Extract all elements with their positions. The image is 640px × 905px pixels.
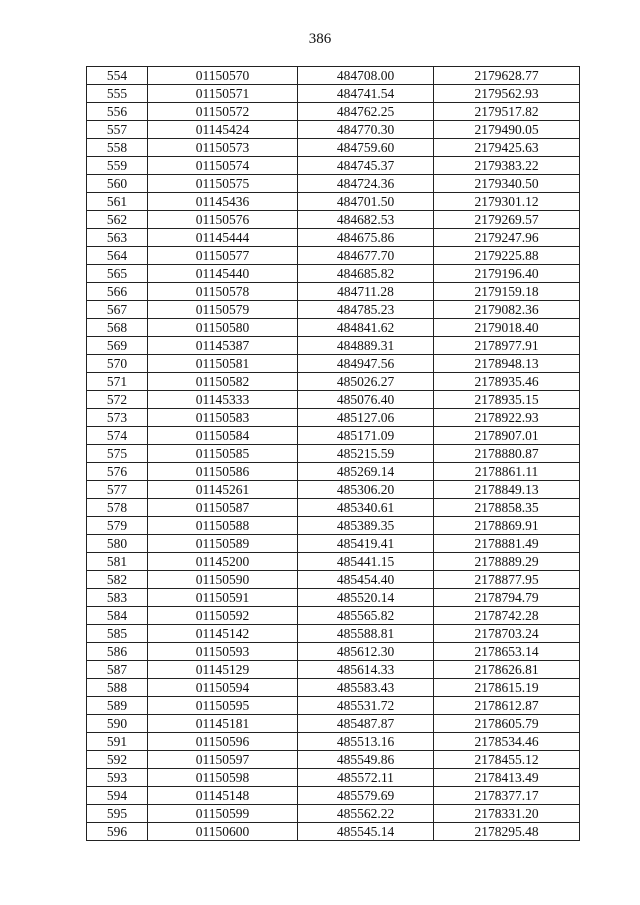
row-number-cell: 592	[87, 751, 148, 769]
point-id-cell: 01150593	[148, 643, 298, 661]
y-coordinate-cell: 2179340.50	[434, 175, 580, 193]
y-coordinate-cell: 2179383.22	[434, 157, 580, 175]
point-id-cell: 01150590	[148, 571, 298, 589]
x-coordinate-cell: 484708.00	[298, 67, 434, 85]
y-coordinate-cell: 2178880.87	[434, 445, 580, 463]
point-id-cell: 01150576	[148, 211, 298, 229]
table-row	[87, 571, 580, 589]
point-id-cell: 01150600	[148, 823, 298, 841]
point-id-cell: 01150588	[148, 517, 298, 535]
x-coordinate-cell: 484947.56	[298, 355, 434, 373]
x-coordinate-cell: 485562.22	[298, 805, 434, 823]
table-body	[87, 67, 580, 841]
y-coordinate-cell: 2179517.82	[434, 103, 580, 121]
row-number-cell: 573	[87, 409, 148, 427]
row-number-cell: 574	[87, 427, 148, 445]
table-row	[87, 427, 580, 445]
table-row	[87, 679, 580, 697]
x-coordinate-cell: 484677.70	[298, 247, 434, 265]
point-id-cell: 01145142	[148, 625, 298, 643]
row-number-cell: 567	[87, 301, 148, 319]
point-id-cell: 01150581	[148, 355, 298, 373]
y-coordinate-cell: 2178331.20	[434, 805, 580, 823]
point-id-cell: 01150572	[148, 103, 298, 121]
row-number-cell: 586	[87, 643, 148, 661]
row-number-cell: 576	[87, 463, 148, 481]
row-number-cell: 580	[87, 535, 148, 553]
table-row	[87, 319, 580, 337]
x-coordinate-cell: 484762.25	[298, 103, 434, 121]
row-number-cell: 589	[87, 697, 148, 715]
x-coordinate-cell: 485487.87	[298, 715, 434, 733]
table-row	[87, 85, 580, 103]
table-row	[87, 67, 580, 85]
y-coordinate-cell: 2178794.79	[434, 589, 580, 607]
point-id-cell: 01150584	[148, 427, 298, 445]
y-coordinate-cell: 2179490.05	[434, 121, 580, 139]
table-row	[87, 139, 580, 157]
x-coordinate-cell: 485588.81	[298, 625, 434, 643]
table-row	[87, 175, 580, 193]
table-row	[87, 409, 580, 427]
row-number-cell: 593	[87, 769, 148, 787]
y-coordinate-cell: 2178703.24	[434, 625, 580, 643]
table-row	[87, 661, 580, 679]
table-row	[87, 391, 580, 409]
point-id-cell: 01150587	[148, 499, 298, 517]
point-id-cell: 01150597	[148, 751, 298, 769]
y-coordinate-cell: 2178534.46	[434, 733, 580, 751]
y-coordinate-cell: 2178849.13	[434, 481, 580, 499]
x-coordinate-cell: 484741.54	[298, 85, 434, 103]
table-row	[87, 787, 580, 805]
table-row	[87, 751, 580, 769]
x-coordinate-cell: 485127.06	[298, 409, 434, 427]
row-number-cell: 581	[87, 553, 148, 571]
table-row	[87, 229, 580, 247]
row-number-cell: 563	[87, 229, 148, 247]
table-row	[87, 517, 580, 535]
row-number-cell: 594	[87, 787, 148, 805]
x-coordinate-cell: 484724.36	[298, 175, 434, 193]
y-coordinate-cell: 2178377.17	[434, 787, 580, 805]
point-id-cell: 01150589	[148, 535, 298, 553]
y-coordinate-cell: 2178881.49	[434, 535, 580, 553]
x-coordinate-cell: 485389.35	[298, 517, 434, 535]
x-coordinate-cell: 484770.30	[298, 121, 434, 139]
point-id-cell: 01145424	[148, 121, 298, 139]
x-coordinate-cell: 484675.86	[298, 229, 434, 247]
table-row	[87, 463, 580, 481]
y-coordinate-cell: 2178615.19	[434, 679, 580, 697]
row-number-cell: 595	[87, 805, 148, 823]
point-id-cell: 01150585	[148, 445, 298, 463]
row-number-cell: 566	[87, 283, 148, 301]
table-row	[87, 103, 580, 121]
row-number-cell: 590	[87, 715, 148, 733]
table-row	[87, 247, 580, 265]
row-number-cell: 568	[87, 319, 148, 337]
point-id-cell: 01150579	[148, 301, 298, 319]
row-number-cell: 572	[87, 391, 148, 409]
point-id-cell: 01145387	[148, 337, 298, 355]
table-row	[87, 283, 580, 301]
x-coordinate-cell: 485545.14	[298, 823, 434, 841]
table-row	[87, 589, 580, 607]
x-coordinate-cell: 484785.23	[298, 301, 434, 319]
page-number: 386	[308, 31, 332, 47]
x-coordinate-cell: 485513.16	[298, 733, 434, 751]
table-row	[87, 535, 580, 553]
table-row	[87, 769, 580, 787]
table-row	[87, 337, 580, 355]
y-coordinate-cell: 2178626.81	[434, 661, 580, 679]
point-id-cell: 01150595	[148, 697, 298, 715]
point-id-cell: 01145436	[148, 193, 298, 211]
table-row	[87, 193, 580, 211]
row-number-cell: 562	[87, 211, 148, 229]
point-id-cell: 01150578	[148, 283, 298, 301]
coordinates-table-container	[86, 66, 580, 841]
x-coordinate-cell: 485579.69	[298, 787, 434, 805]
row-number-cell: 591	[87, 733, 148, 751]
y-coordinate-cell: 2178653.14	[434, 643, 580, 661]
point-id-cell: 01150586	[148, 463, 298, 481]
row-number-cell: 560	[87, 175, 148, 193]
y-coordinate-cell: 2179247.96	[434, 229, 580, 247]
table-row	[87, 643, 580, 661]
x-coordinate-cell: 484841.62	[298, 319, 434, 337]
x-coordinate-cell: 485026.27	[298, 373, 434, 391]
table-row	[87, 265, 580, 283]
y-coordinate-cell: 2178861.11	[434, 463, 580, 481]
x-coordinate-cell: 485520.14	[298, 589, 434, 607]
row-number-cell: 575	[87, 445, 148, 463]
y-coordinate-cell: 2178877.95	[434, 571, 580, 589]
x-coordinate-cell: 485614.33	[298, 661, 434, 679]
point-id-cell: 01150574	[148, 157, 298, 175]
row-number-cell: 554	[87, 67, 148, 85]
x-coordinate-cell: 485565.82	[298, 607, 434, 625]
point-id-cell: 01145129	[148, 661, 298, 679]
x-coordinate-cell: 485572.11	[298, 769, 434, 787]
x-coordinate-cell: 485612.30	[298, 643, 434, 661]
row-number-cell: 578	[87, 499, 148, 517]
row-number-cell: 588	[87, 679, 148, 697]
x-coordinate-cell: 485549.86	[298, 751, 434, 769]
point-id-cell: 01145148	[148, 787, 298, 805]
row-number-cell: 584	[87, 607, 148, 625]
y-coordinate-cell: 2179225.88	[434, 247, 580, 265]
x-coordinate-cell: 485269.14	[298, 463, 434, 481]
y-coordinate-cell: 2178869.91	[434, 517, 580, 535]
row-number-cell: 557	[87, 121, 148, 139]
point-id-cell: 01150573	[148, 139, 298, 157]
row-number-cell: 570	[87, 355, 148, 373]
point-id-cell: 01150580	[148, 319, 298, 337]
point-id-cell: 01150592	[148, 607, 298, 625]
x-coordinate-cell: 485171.09	[298, 427, 434, 445]
y-coordinate-cell: 2178605.79	[434, 715, 580, 733]
y-coordinate-cell: 2179269.57	[434, 211, 580, 229]
y-coordinate-cell: 2179082.36	[434, 301, 580, 319]
y-coordinate-cell: 2178858.35	[434, 499, 580, 517]
table-row	[87, 121, 580, 139]
point-id-cell: 01150594	[148, 679, 298, 697]
point-id-cell: 01145333	[148, 391, 298, 409]
table-row	[87, 553, 580, 571]
table-row	[87, 355, 580, 373]
x-coordinate-cell: 485215.59	[298, 445, 434, 463]
row-number-cell: 596	[87, 823, 148, 841]
row-number-cell: 561	[87, 193, 148, 211]
point-id-cell: 01150571	[148, 85, 298, 103]
table-row	[87, 805, 580, 823]
point-id-cell: 01145261	[148, 481, 298, 499]
point-id-cell: 01150598	[148, 769, 298, 787]
point-id-cell: 01145181	[148, 715, 298, 733]
y-coordinate-cell: 2178935.15	[434, 391, 580, 409]
row-number-cell: 579	[87, 517, 148, 535]
x-coordinate-cell: 484701.50	[298, 193, 434, 211]
y-coordinate-cell: 2178948.13	[434, 355, 580, 373]
y-coordinate-cell: 2178413.49	[434, 769, 580, 787]
y-coordinate-cell: 2178977.91	[434, 337, 580, 355]
x-coordinate-cell: 484682.53	[298, 211, 434, 229]
table-row	[87, 211, 580, 229]
table-row	[87, 373, 580, 391]
y-coordinate-cell: 2179018.40	[434, 319, 580, 337]
row-number-cell: 565	[87, 265, 148, 283]
x-coordinate-cell: 484685.82	[298, 265, 434, 283]
point-id-cell: 01150575	[148, 175, 298, 193]
y-coordinate-cell: 2178295.48	[434, 823, 580, 841]
x-coordinate-cell: 485583.43	[298, 679, 434, 697]
x-coordinate-cell: 484889.31	[298, 337, 434, 355]
table-row	[87, 445, 580, 463]
y-coordinate-cell: 2178889.29	[434, 553, 580, 571]
point-id-cell: 01145200	[148, 553, 298, 571]
y-coordinate-cell: 2179562.93	[434, 85, 580, 103]
table-row	[87, 733, 580, 751]
row-number-cell: 558	[87, 139, 148, 157]
row-number-cell: 555	[87, 85, 148, 103]
y-coordinate-cell: 2178742.28	[434, 607, 580, 625]
point-id-cell: 01150577	[148, 247, 298, 265]
point-id-cell: 01150599	[148, 805, 298, 823]
x-coordinate-cell: 484759.60	[298, 139, 434, 157]
x-coordinate-cell: 485340.61	[298, 499, 434, 517]
table-row	[87, 481, 580, 499]
point-id-cell: 01150582	[148, 373, 298, 391]
table-row	[87, 607, 580, 625]
row-number-cell: 564	[87, 247, 148, 265]
x-coordinate-cell: 485076.40	[298, 391, 434, 409]
row-number-cell: 559	[87, 157, 148, 175]
coordinates-table	[86, 66, 580, 841]
y-coordinate-cell: 2178907.01	[434, 427, 580, 445]
table-row	[87, 697, 580, 715]
point-id-cell: 01150570	[148, 67, 298, 85]
y-coordinate-cell: 2179301.12	[434, 193, 580, 211]
y-coordinate-cell: 2179196.40	[434, 265, 580, 283]
x-coordinate-cell: 485454.40	[298, 571, 434, 589]
row-number-cell: 577	[87, 481, 148, 499]
table-row	[87, 499, 580, 517]
row-number-cell: 583	[87, 589, 148, 607]
point-id-cell: 01145444	[148, 229, 298, 247]
x-coordinate-cell: 484745.37	[298, 157, 434, 175]
y-coordinate-cell: 2179159.18	[434, 283, 580, 301]
y-coordinate-cell: 2179628.77	[434, 67, 580, 85]
point-id-cell: 01145440	[148, 265, 298, 283]
table-row	[87, 157, 580, 175]
row-number-cell: 556	[87, 103, 148, 121]
y-coordinate-cell: 2178935.46	[434, 373, 580, 391]
row-number-cell: 585	[87, 625, 148, 643]
x-coordinate-cell: 485441.15	[298, 553, 434, 571]
table-row	[87, 823, 580, 841]
row-number-cell: 582	[87, 571, 148, 589]
y-coordinate-cell: 2178455.12	[434, 751, 580, 769]
point-id-cell: 01150583	[148, 409, 298, 427]
row-number-cell: 571	[87, 373, 148, 391]
row-number-cell: 569	[87, 337, 148, 355]
y-coordinate-cell: 2178922.93	[434, 409, 580, 427]
table-row	[87, 301, 580, 319]
row-number-cell: 587	[87, 661, 148, 679]
y-coordinate-cell: 2178612.87	[434, 697, 580, 715]
point-id-cell: 01150591	[148, 589, 298, 607]
y-coordinate-cell: 2179425.63	[434, 139, 580, 157]
x-coordinate-cell: 484711.28	[298, 283, 434, 301]
table-row	[87, 625, 580, 643]
x-coordinate-cell: 485306.20	[298, 481, 434, 499]
x-coordinate-cell: 485531.72	[298, 697, 434, 715]
point-id-cell: 01150596	[148, 733, 298, 751]
table-row	[87, 715, 580, 733]
x-coordinate-cell: 485419.41	[298, 535, 434, 553]
